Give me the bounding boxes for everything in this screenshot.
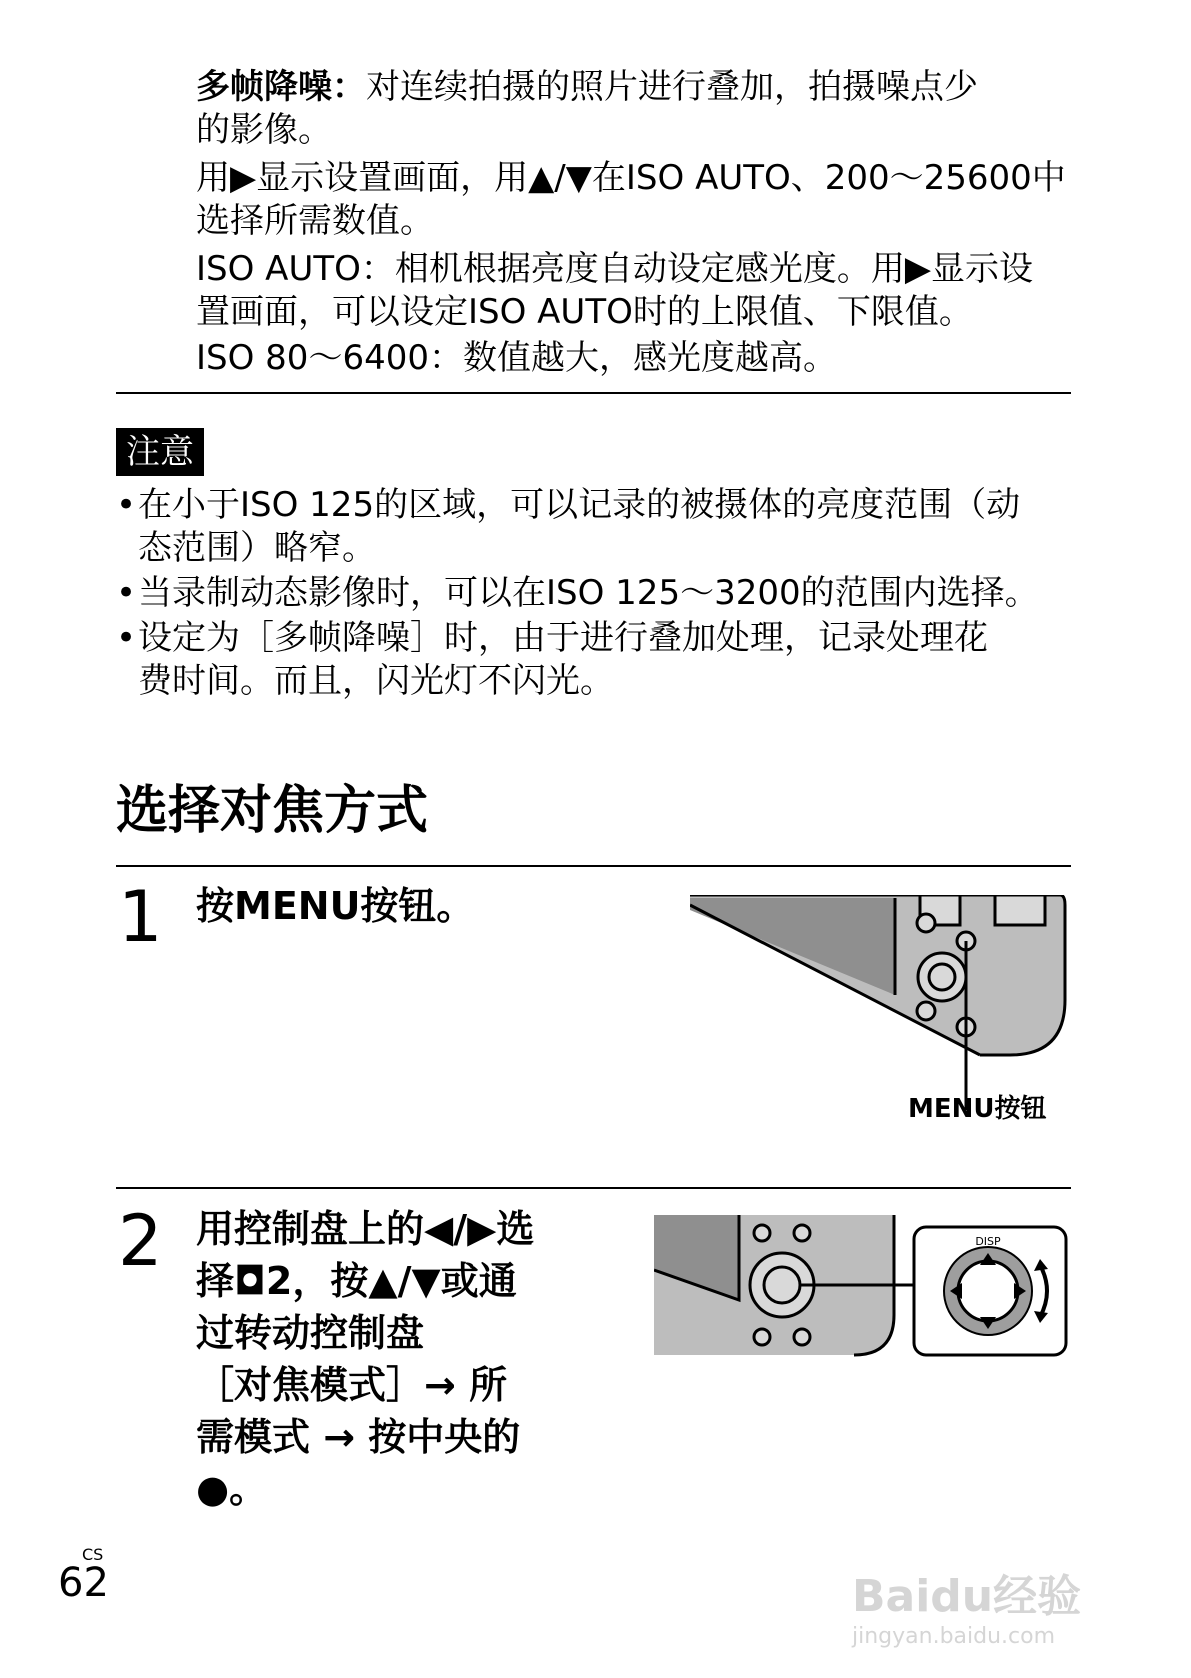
- term-multiframe-nr: 多帧降噪：: [196, 67, 366, 107]
- note-bullet-3-line-2: 费时间。而且，闪光灯不闪光。: [138, 661, 614, 701]
- note-bullet-1-line-1: 在小于ISO 125的区域，可以记录的被摄体的亮度范围（动: [138, 485, 1021, 525]
- watermark-url: jingyan.baidu.com: [852, 1624, 1056, 1649]
- step-2-line-3: 过转动控制盘: [196, 1311, 425, 1355]
- bullet-dot: •: [116, 573, 137, 613]
- divider-step1: [116, 865, 1071, 867]
- top-line-4: 选择所需数值。: [196, 201, 434, 241]
- step-2-text: [196, 1203, 534, 1515]
- step-2-line-6: ●。: [196, 1467, 268, 1511]
- camera-back-illustration: [690, 895, 1070, 1115]
- watermark-brand: Baidu经验: [852, 1571, 1082, 1622]
- note-bullet-1-line-2: 态范围）略窄。: [138, 528, 376, 568]
- bullet-dot: •: [116, 485, 137, 525]
- top-line-5: ISO AUTO：相机根据亮度自动设定感光度。用▶显示设: [196, 249, 1033, 289]
- page-number: 62: [58, 1560, 109, 1606]
- watermark-logo: [852, 1560, 1081, 1649]
- divider-step2: [116, 1187, 1071, 1189]
- menu-button-callout: MENU按钮: [908, 1094, 1047, 1124]
- divider-top: [116, 392, 1071, 394]
- section-title: 选择对焦方式: [116, 781, 429, 841]
- step-2-line-1: 用控制盘上的◀/▶选: [196, 1207, 535, 1251]
- note-bullet-1: [116, 484, 1076, 570]
- top-line-2: 的影像。: [196, 110, 332, 150]
- step-2-line-2: 择◘2，按▲/▼或通: [196, 1259, 517, 1303]
- bullet-dot: •: [116, 618, 137, 658]
- note-badge: 注意: [116, 428, 204, 476]
- step-2-number: 2: [118, 1200, 163, 1282]
- top-line-7: ISO 80～6400：数值越大，感光度越高。: [196, 338, 837, 378]
- top-line-6: 置画面，可以设定ISO AUTO时的上限值、下限值。: [196, 292, 973, 332]
- note-bullet-3: [116, 617, 1076, 703]
- step-2-line-4: ［对焦模式］→ 所: [196, 1363, 508, 1407]
- note-bullet-2-line-1: 当录制动态影像时，可以在ISO 125～3200的范围内选择。: [138, 573, 1039, 613]
- step-1-number: 1: [118, 876, 163, 958]
- top-line-3: 用▶显示设置画面，用▲/▼在ISO AUTO、200～25600中: [196, 158, 1066, 198]
- control-wheel-illustration: [654, 1215, 1074, 1365]
- step-2-line-5: 需模式 → 按中央的: [196, 1415, 521, 1459]
- dial-disp-label: DISP: [975, 1235, 1001, 1248]
- step-1-text: 按MENU按钮。: [196, 884, 475, 928]
- note-bullet-2: [116, 572, 1076, 615]
- top-line-1: 多帧降噪：对连续拍摄的照片进行叠加，拍摄噪点少: [196, 67, 978, 107]
- page-lang: CS: [82, 1545, 104, 1564]
- note-bullet-3-line-1: 设定为［多帧降噪］时，由于进行叠加处理，记录处理花: [138, 618, 988, 658]
